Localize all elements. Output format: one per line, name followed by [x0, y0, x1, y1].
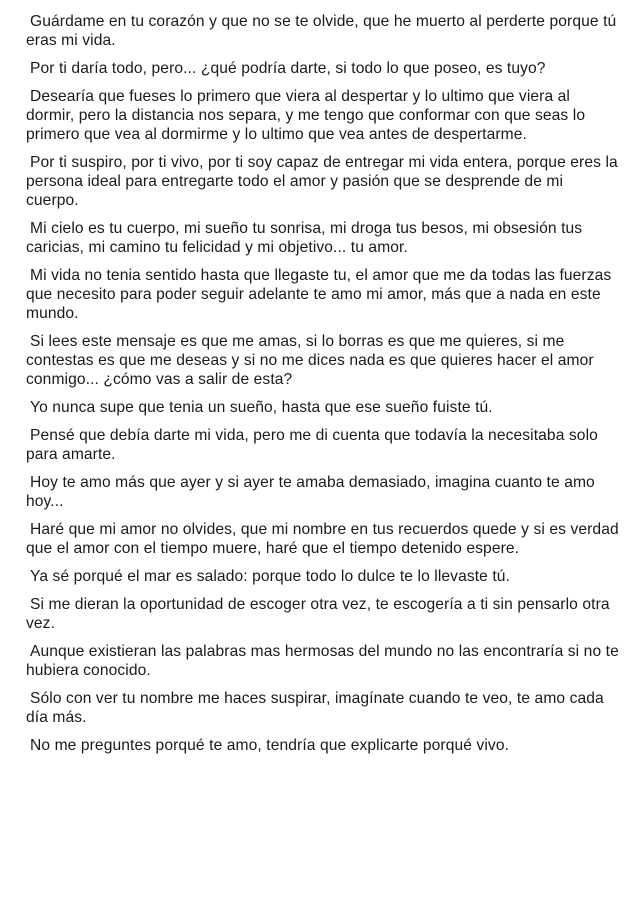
paragraph-13: Si me dieran la oportunidad de escoger otra vez, te escogería a ti sin pensarlo otra vez. — [26, 596, 610, 632]
paragraph-1: Guárdame en tu corazón y que no se te olvide, que he muerto al perderte porque tú eras mi vida. — [26, 13, 617, 49]
paragraph-3: Desearía que fueses lo primero que viera al despertar y lo ultimo que viera al dormir, pero la distancia nos separa, y me tengo que conformar con que seas lo primero que vea al dormirme y lo ultimo que vea antes de despertarme. — [26, 88, 586, 143]
paragraph-12: Ya sé porqué el mar es salado: porque todo lo dulce te lo llevaste tú. — [30, 568, 511, 585]
document-page — [26, 12, 620, 764]
paragraph-11: Haré que mi amor no olvides, que mi nombre en tus recuerdos quede y si es verdad que el amor con el tiempo muere, haré que el tiempo detenido espere. — [26, 521, 619, 557]
paragraph-15: Sólo con ver tu nombre me haces suspirar, imagínate cuando te veo, te amo cada día más. — [26, 690, 604, 726]
paragraph-16: No me preguntes porqué te amo, tendría que explicarte porqué vivo. — [30, 737, 510, 754]
paragraph-7: Si lees este mensaje es que me amas, si lo borras es que me quieres, si me contestas es que me deseas y si no me dices nada es que quieres hacer el amor conmigo... ¿cómo vas a salir de esta? — [26, 333, 594, 388]
paragraph-6: Mi vida no tenia sentido hasta que llegaste tu, el amor que me da todas las fuerzas que necesito para poder seguir adelante te amo mi amor, más que a nada en este mundo. — [26, 267, 612, 322]
paragraph-8: Yo nunca supe que tenia un sueño, hasta que ese sueño fuiste tú. — [30, 399, 493, 416]
paragraph-2: Por ti daría todo, pero... ¿qué podría darte, si todo lo que poseo, es tuyo? — [30, 60, 546, 77]
paragraph-4: Por ti suspiro, por ti vivo, por ti soy capaz de entregar mi vida entera, porque eres la persona ideal para entregarte todo el amor y pasión que se desprende de mi cuerpo. — [26, 154, 618, 209]
paragraph-10: Hoy te amo más que ayer y si ayer te amaba demasiado, imagina cuanto te amo hoy... — [26, 474, 595, 510]
paragraph-14: Aunque existieran las palabras mas hermosas del mundo no las encontraría si no te hubiera conocido. — [26, 643, 619, 679]
paragraph-9: Pensé que debía darte mi vida, pero me di cuenta que todavía la necesitaba solo para amarte. — [26, 427, 598, 463]
paragraph-5: Mi cielo es tu cuerpo, mi sueño tu sonrisa, mi droga tus besos, mi obsesión tus caricias, mi camino tu felicidad y mi objetivo... tu amor. — [26, 220, 583, 256]
